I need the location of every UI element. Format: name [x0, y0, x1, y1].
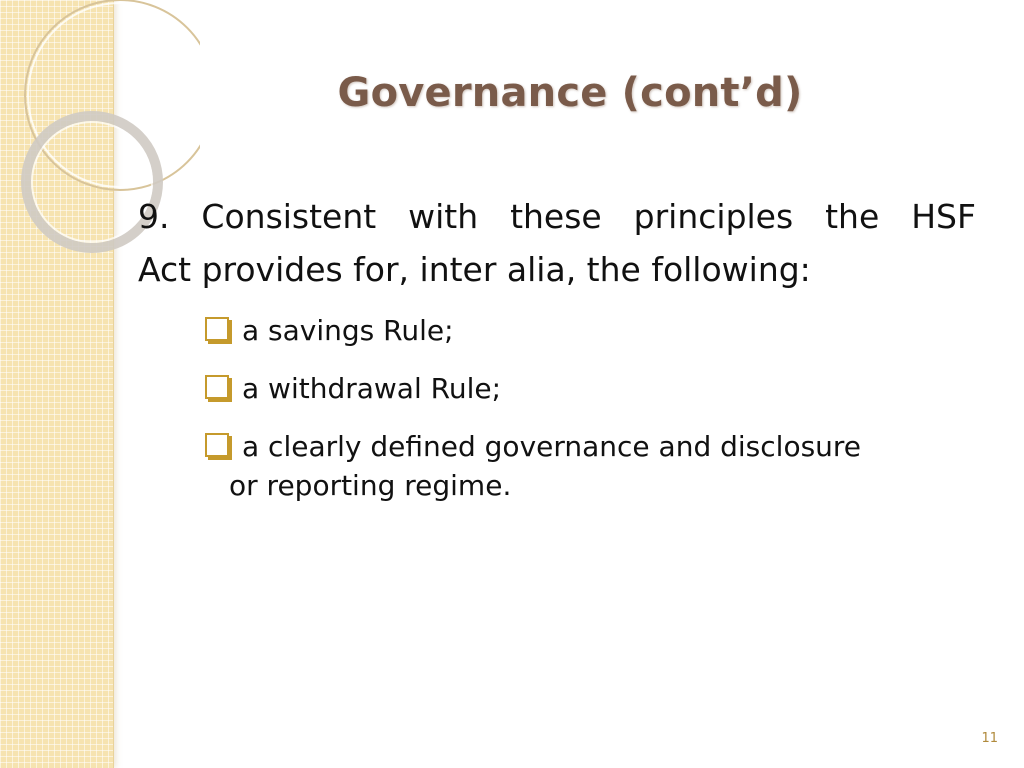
paragraph-word: with — [408, 197, 479, 236]
bullet-item — [205, 306, 965, 356]
paragraph-word: 9. — [138, 197, 170, 236]
paragraph-line-2: Act provides for, inter alia, the following: — [138, 250, 811, 289]
bullet-text: a withdrawal Rule; — [242, 372, 502, 405]
checkbox-bullet-icon — [205, 375, 229, 399]
bullet-list — [205, 306, 965, 514]
decorative-side-band — [0, 0, 114, 768]
paragraph-word: principles — [633, 197, 794, 236]
paragraph-word: the — [825, 197, 880, 236]
checkbox-bullet-icon — [205, 317, 229, 341]
bullet-text-continuation: or reporting regime. — [229, 469, 512, 502]
slide-title: Governance (cont’d) — [337, 70, 803, 116]
bullet-item — [205, 422, 965, 506]
paragraph-line-1 — [138, 190, 976, 243]
paragraph-word: these — [510, 197, 602, 236]
checkbox-bullet-icon — [205, 433, 229, 457]
bullet-item — [205, 364, 965, 414]
main-paragraph — [138, 190, 976, 296]
bullet-text: a clearly defined governance and disclosure — [242, 430, 862, 463]
paragraph-word: Consistent — [201, 197, 377, 236]
page-number: 11 — [981, 731, 998, 746]
paragraph-word: HSF — [911, 197, 976, 236]
bullet-text: a savings Rule; — [242, 314, 454, 347]
